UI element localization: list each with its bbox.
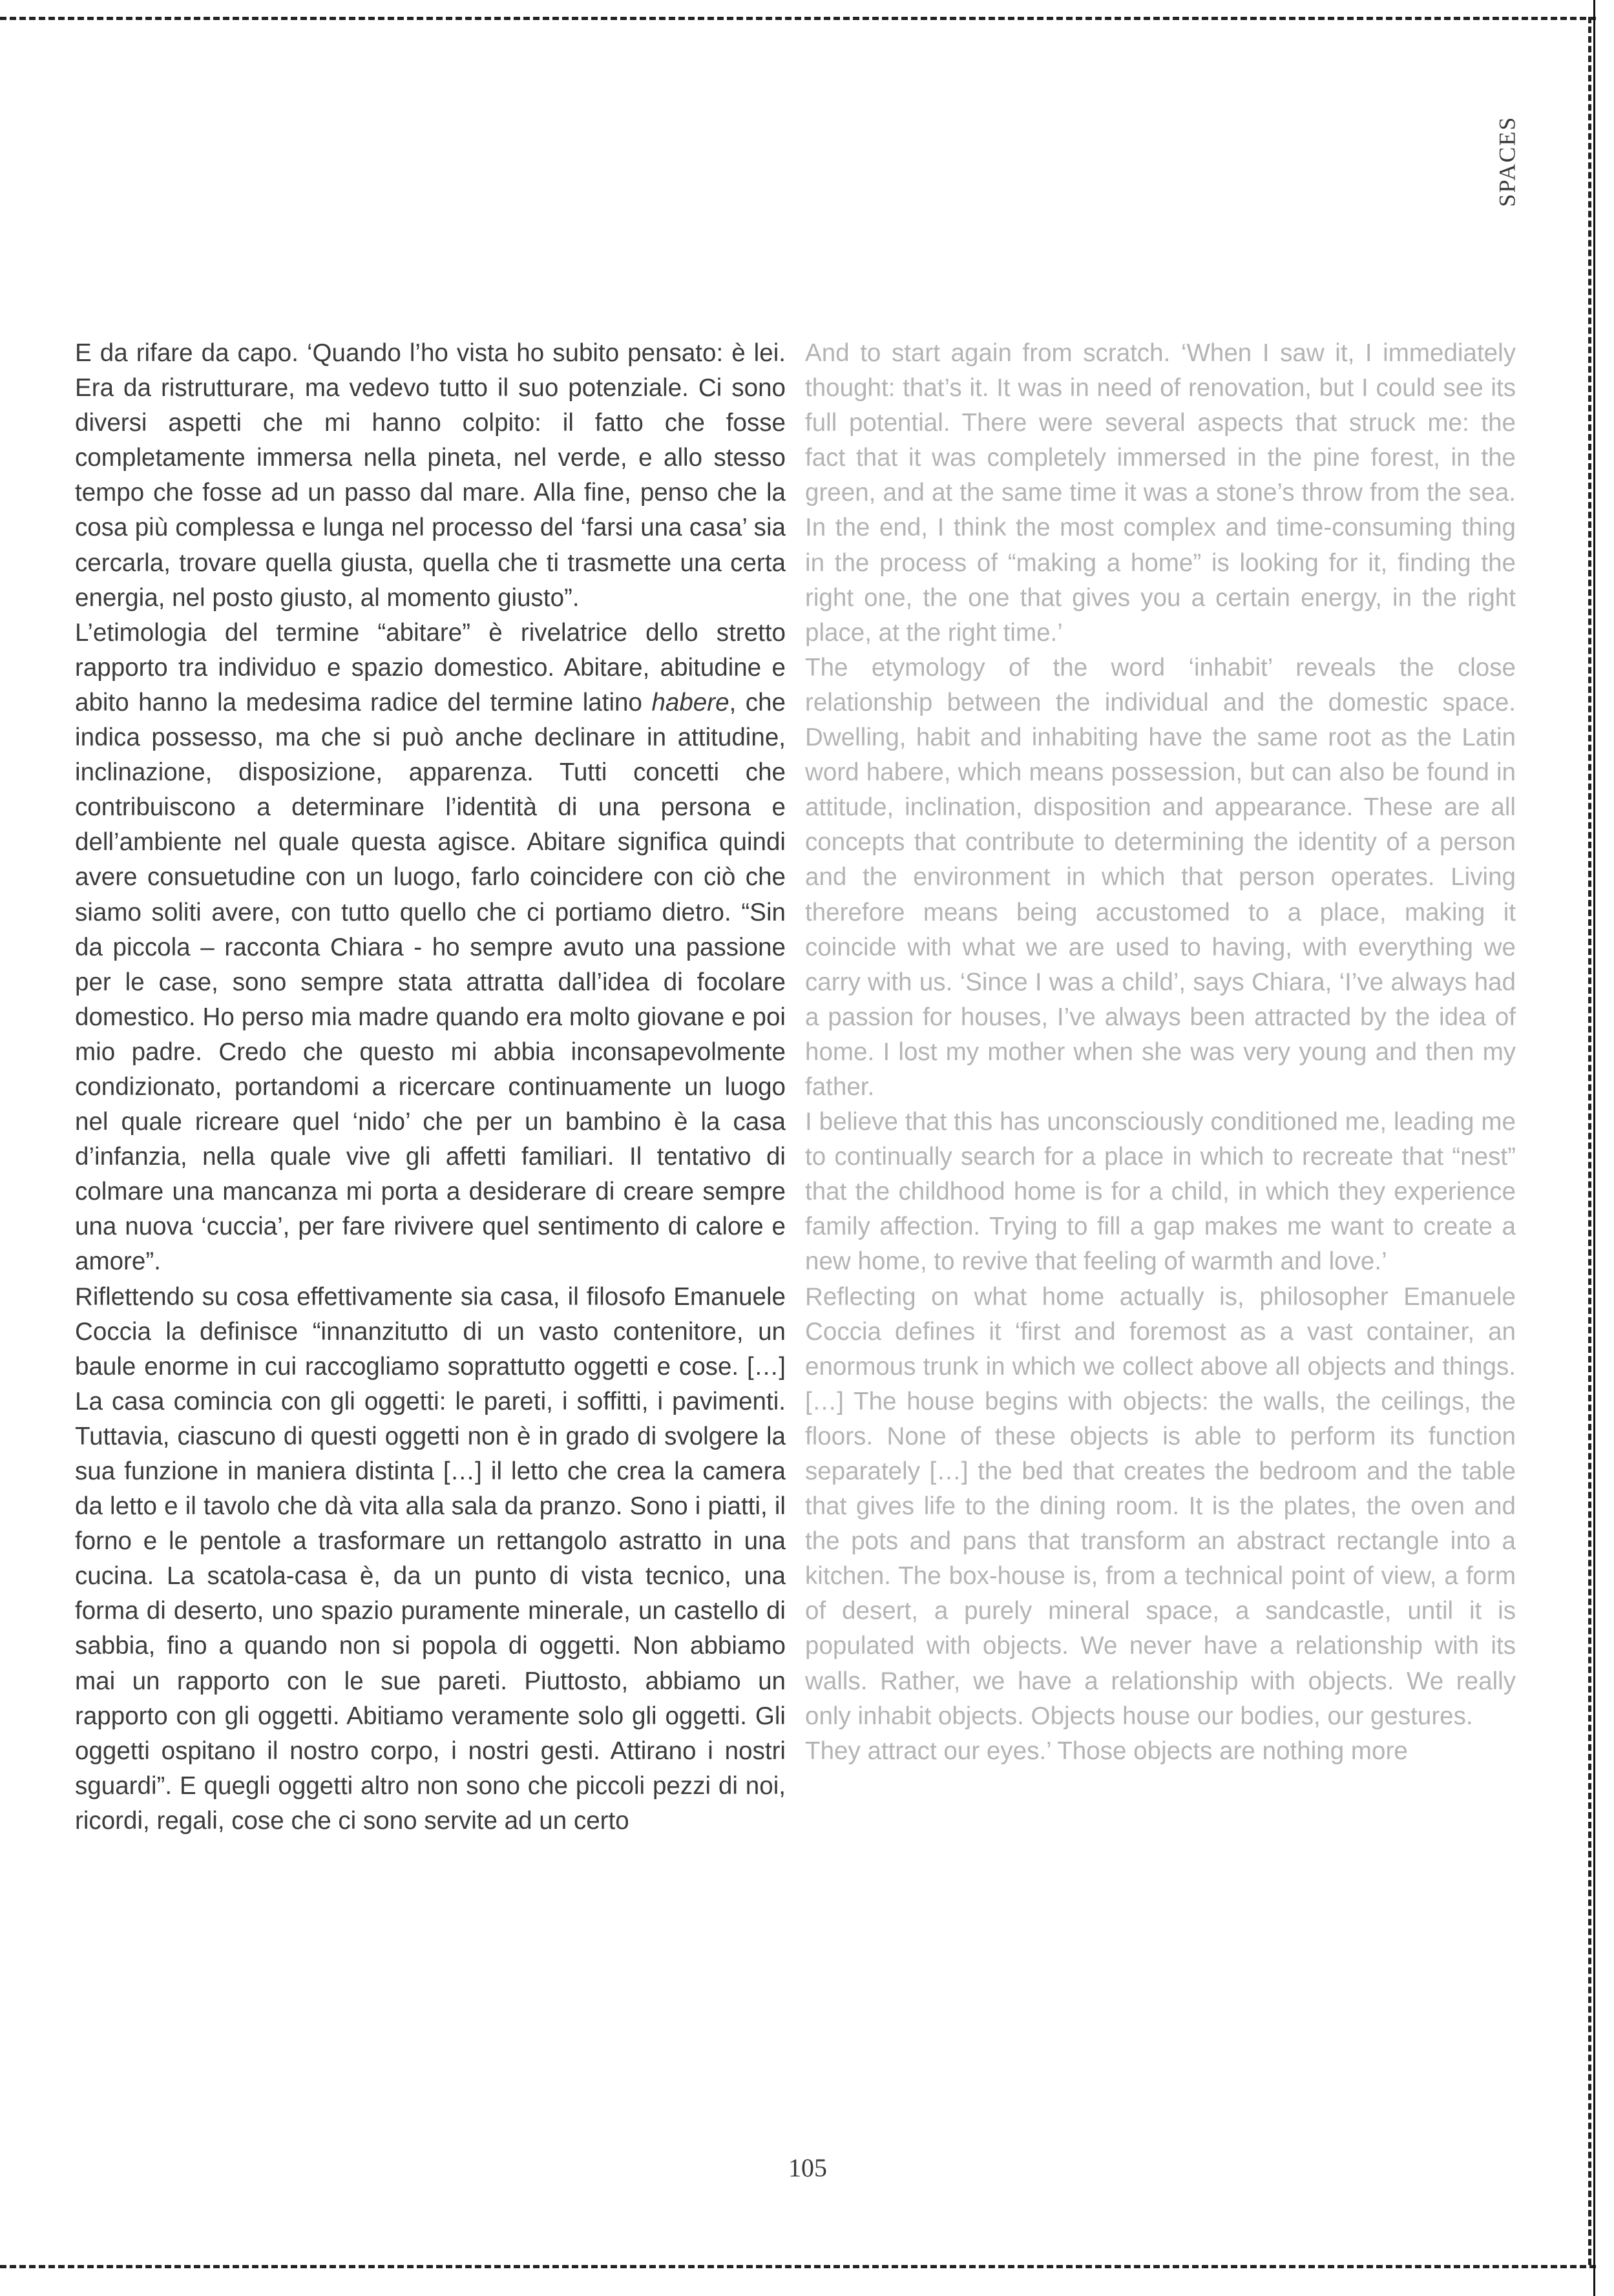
english-paragraph: They attract our eyes.’ Those objects are nothing more (805, 1737, 1408, 1765)
cut-line-top (0, 17, 1596, 20)
italian-paragraph: E da rifare da capo. ‘Quando l’ho vista ho subito pensato: è lei. Era da ristrutturare, ma vedevo tutto il suo potenziale. Ci sono diversi aspetti che mi hanno colpito: il fatto che fosse completamente immersa nella pineta, nel verde, e allo stesso tempo che fosse ad un passo dal mare. Alla fine, penso che la cosa più complessa e lunga nel processo del ‘farsi una casa’ sia cercarla, trovare quella giusta, quella che ti trasmette una certa energia, nel posto giusto, al momento giusto”. (75, 339, 786, 612)
english-paragraph: The etymology of the word ‘inhabit’ reveals the close relationship between the individual and the domestic space. Dwelling, habit and inhabiting have the same root as the Latin word habere, which means possession, but can also be found in attitude, inclination, disposition and appearance. These are all concepts that contribute to determining the identity of a person and the environment in which that person operates. Living therefore means being accustomed to a place, making it coincide with what we are used to having, with everything we carry with us. ‘Since I was a child’, says Chiara, ‘I’ve always had a passion for houses, I’ve always been attracted by the idea of home. I lost my mother when she was very young and then my father. (805, 653, 1516, 1101)
english-column (805, 336, 1516, 1769)
section-label (1481, 97, 1533, 226)
section-label-text: SPACES (1494, 116, 1520, 207)
italian-paragraph: L’etimologia del termine “abitare” è rivelatrice dello stretto rapporto tra individuo e spazio domestico. Abitare, abitudine e abito hanno la medesima radice del termine latino habere, che indica possesso, ma che si può anche declinare in attitudine, inclinazione, disposizione, apparenza. Tutti concetti che contribuiscono a determinare l’identità di una persona e dell’ambiente nel quale questa agisce. Abitare significa quindi avere consuetudine con un luogo, farlo coincidere con ciò che siamo soliti avere, con tutto quello che ci portiamo dietro. “Sin da piccola – racconta Chiara - ho sempre avuto una passione per le case, sono sempre stata attratta dall’idea di focolare domestico. Ho perso mia madre quando era molto giovane e poi mio padre. Credo che questo mi abbia inconsapevolmente condizionato, portandomi a ricercare continuamente un luogo nel quale ricreare quel ‘nido’ che per un bambino è la casa d’infanzia, nella quale vive gli affetti familiari. Il tentativo di colmare una mancanza mi porta a desiderare di creare sempre una nuova ‘cuccia’, per fare rivivere quel sentimento di calore e amore”. (75, 618, 786, 1276)
cut-line-right (1588, 17, 1591, 2265)
cut-line-bottom (0, 2265, 1596, 2268)
italian-column (75, 336, 786, 1839)
italian-paragraph: Riflettendo su cosa effettivamente sia casa, il filosofo Emanuele Coccia la definisce “innanzitutto di un vasto contenitore, un baule enorme in cui raccogliamo soprattutto oggetti e cose. […] La casa comincia con gli oggetti: le pareti, i soffitti, i pavimenti. Tuttavia, ciascuno di questi oggetti non è in grado di svolgere la sua funzione in maniera distinta […] il letto che crea la camera da letto e il tavolo che dà vita alla sala da pranzo. Sono i piatti, il forno e le pentole a trasformare un rettangolo astratto in una cucina. La scatola-casa è, da un punto di vista tecnico, una forma di deserto, uno spazio puramente minerale, un castello di sabbia, fino a quando non si popola di oggetti. Non abbiamo mai un rapporto con le sue pareti. Piuttosto, abbiamo un rapporto con gli oggetti. Abitiamo veramente solo gli oggetti. Gli oggetti ospitano il nostro corpo, i nostri gesti. Attirano i nostri sguardi”. E quegli oggetti altro non sono che piccoli pezzi di noi, ricordi, regali, cose che ci sono servite ad un certo (75, 1282, 786, 1835)
page-number: 105 (788, 2153, 827, 2182)
english-paragraph: I believe that this has unconsciously conditioned me, leading me to continually search for a place in which to recreate that “nest” that the childhood home is for a child, in which they experience family affection. Trying to fill a gap makes me want to create a new home, to revive that feeling of warmth and love.’ (805, 1108, 1516, 1276)
english-paragraph: And to start again from scratch. ‘When I saw it, I immediately thought: that’s it. It was in need of renovation, but I could see its full potential. There were several aspects that struck me: the fact that it was completely immersed in the pine forest, in the green, and at the same time it was a stone’s throw from the sea. In the end, I think the most complex and time-consuming thing in the process of “making a home” is looking for it, finding the right one, the one that gives you a certain energy, in the right place, at the right time.’ (805, 339, 1516, 647)
english-paragraph: Reflecting on what home actually is, philosopher Emanuele Coccia defines it ‘first and foremost as a vast container, an enormous trunk in which we collect above all objects and things. […] The house begins with objects: the walls, the ceilings, the floors. None of these objects is able to perform its function separately […] the bed that creates the bedroom and the table that gives life to the dining room. It is the plates, the oven and the pots and pans that transform an abstract rectangle into a kitchen. The box-house is, from a technical point of view, a form of desert, a purely mineral space, a sandcastle, until it is populated with objects. We never have a relationship with its walls. Rather, we have a relationship with objects. We really only inhabit objects. Objects house our bodies, our gestures. (805, 1282, 1516, 1730)
page-edge-line (1593, 0, 1595, 2296)
